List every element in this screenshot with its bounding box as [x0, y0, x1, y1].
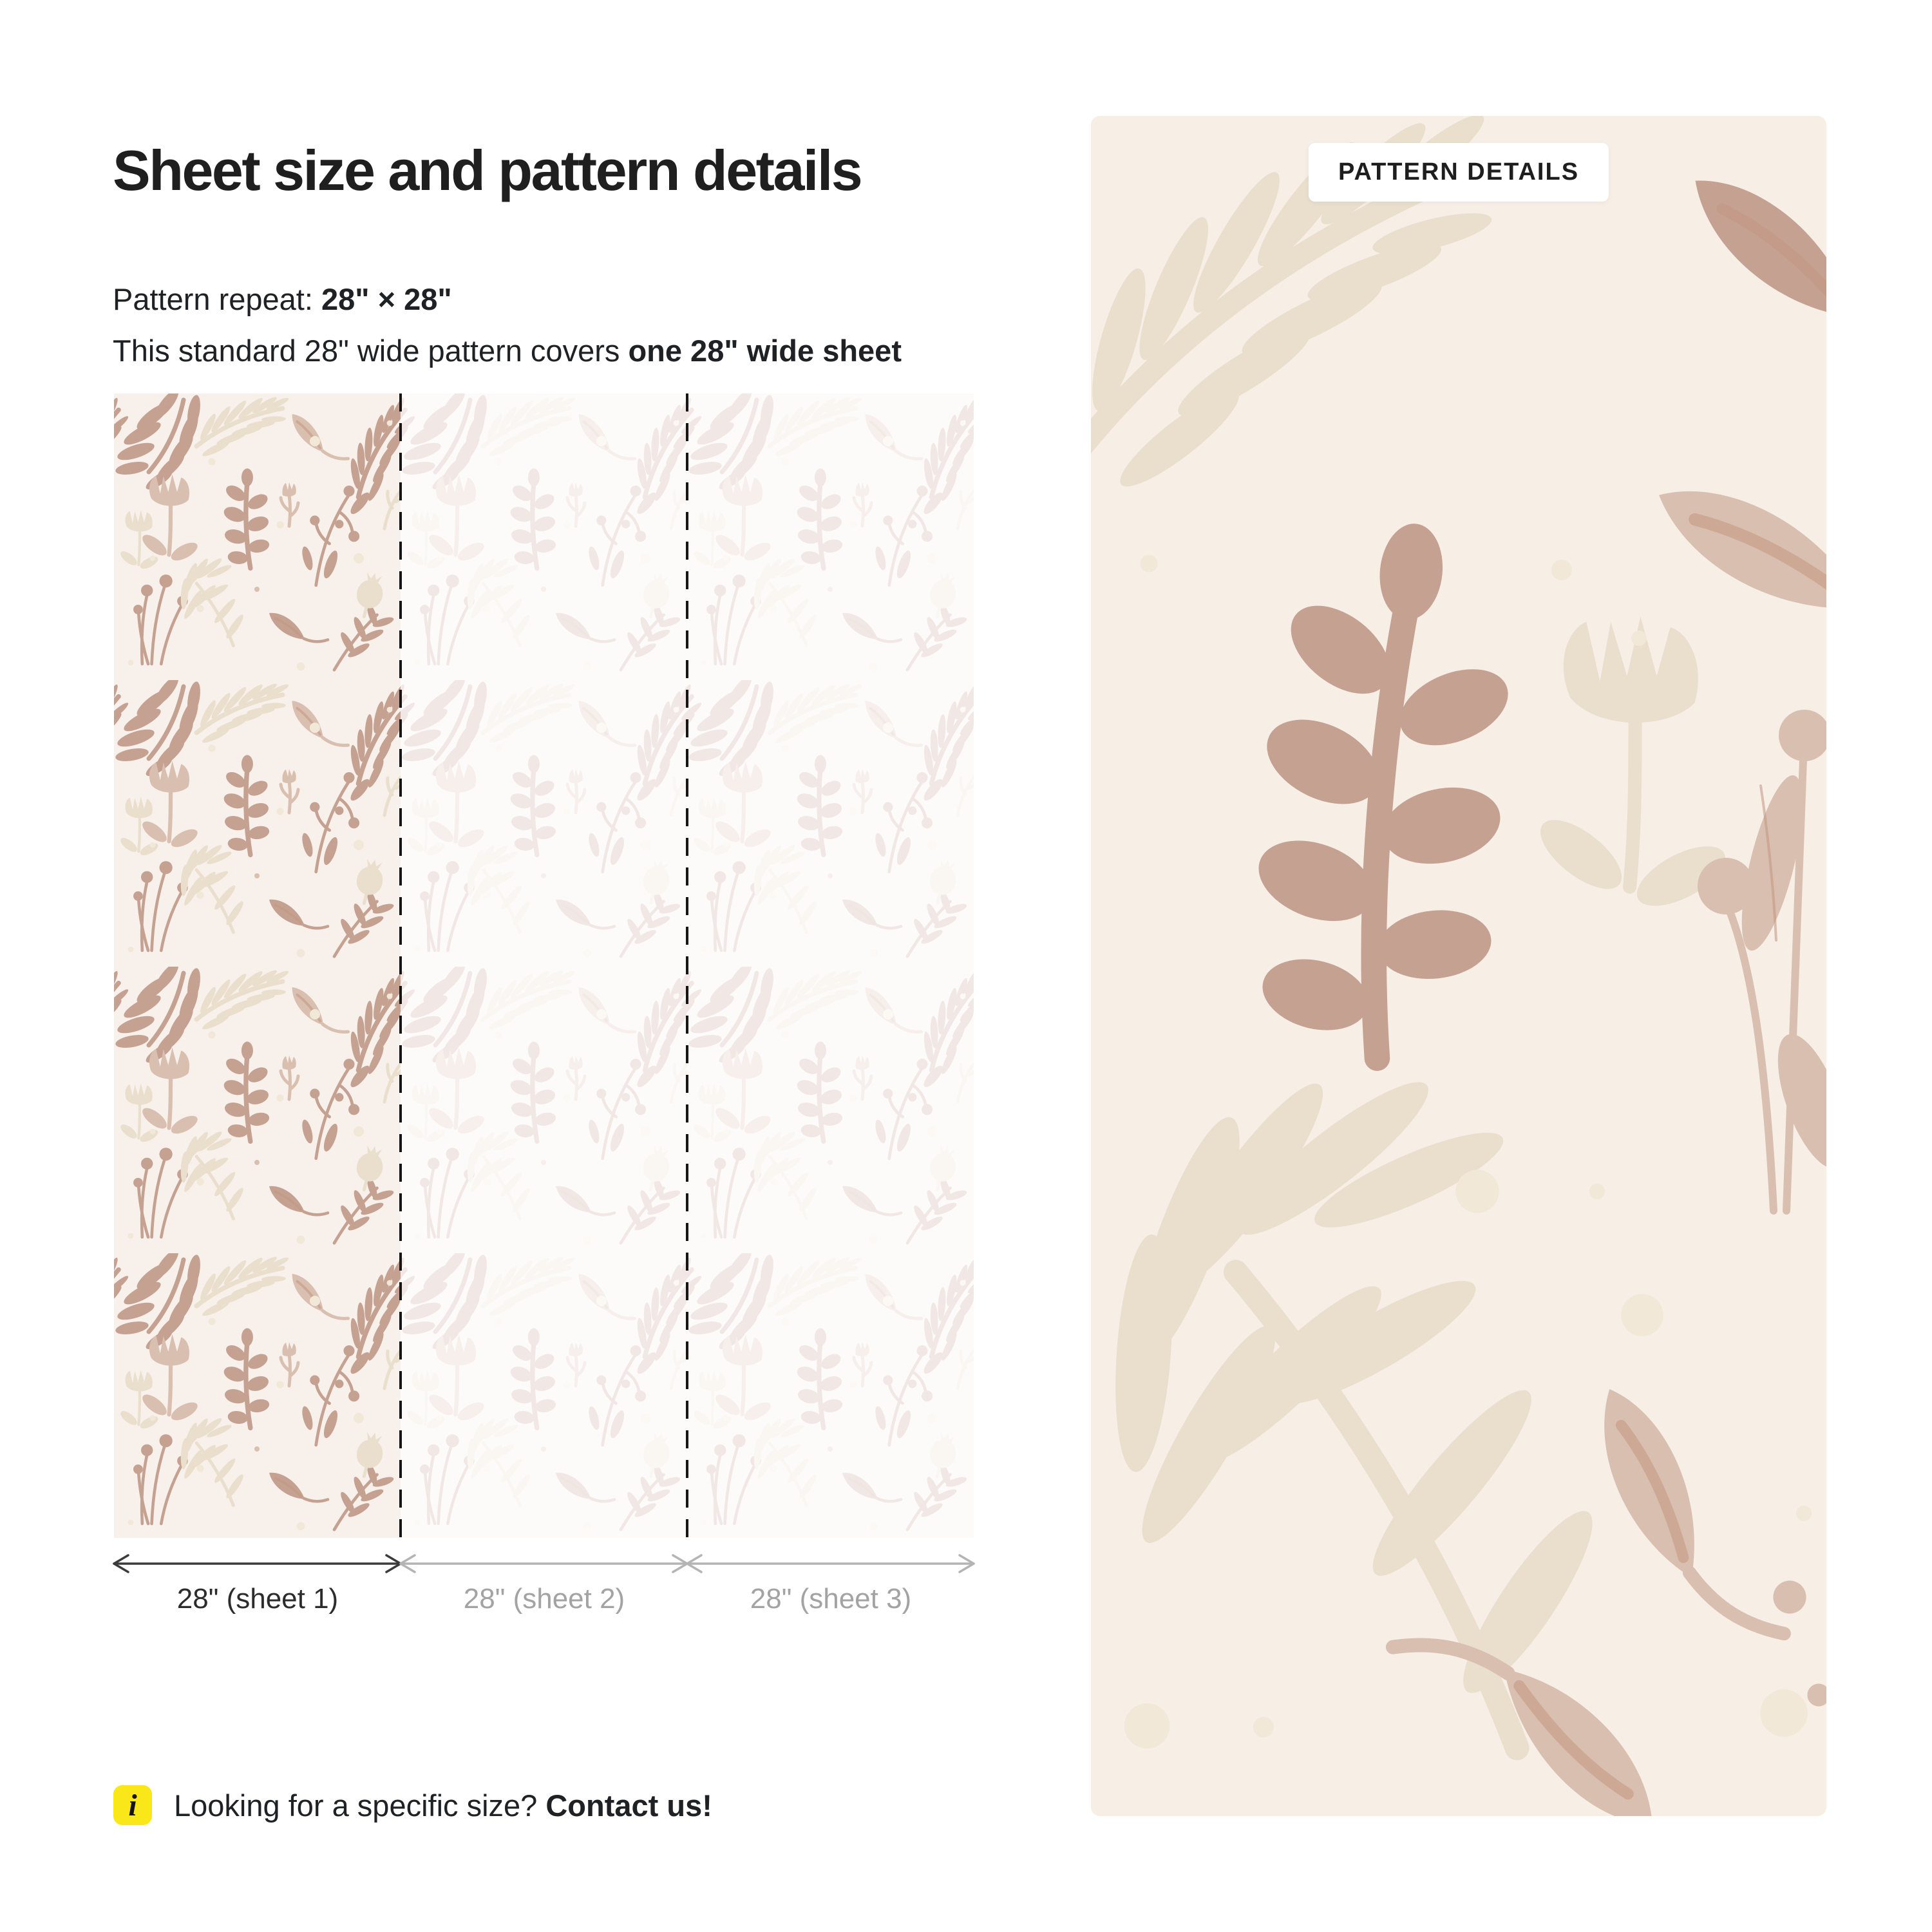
coverage-text: This standard 28" wide pattern covers	[113, 334, 629, 368]
sheet-pattern-preview	[114, 393, 974, 1538]
sheet-2-label: 28" (sheet 2)	[463, 1583, 625, 1615]
pattern-repeat-line	[113, 274, 1014, 325]
contact-us-link[interactable]: Contact us!	[545, 1788, 712, 1823]
sheet-2-dimension-arrow	[401, 1555, 687, 1572]
coverage-highlight: one 28" wide sheet	[628, 334, 902, 368]
info-icon: i	[113, 1785, 152, 1825]
pattern-detail-text	[113, 274, 1014, 377]
pattern-zoom-image	[1091, 116, 1826, 1816]
info-note	[113, 1785, 712, 1825]
info-note-text	[174, 1788, 712, 1823]
sheet-3-label: 28" (sheet 3)	[750, 1583, 912, 1615]
sheet-3-dimension-arrow	[687, 1555, 974, 1572]
coverage-line	[113, 325, 1014, 377]
info-question: Looking for a specific size?	[174, 1788, 546, 1823]
pattern-details-badge: PATTERN DETAILS	[1309, 143, 1609, 202]
sheet-dimension-arrows	[108, 1548, 980, 1579]
pattern-repeat-value: 28" × 28"	[321, 282, 452, 316]
sheet-pattern-preview-image	[114, 393, 974, 1538]
page-title: Sheet size and pattern details	[113, 138, 862, 202]
pattern-details-panel	[1091, 116, 1826, 1816]
sheet-1-dimension-arrow	[114, 1555, 401, 1572]
sheet-1-label: 28" (sheet 1)	[176, 1583, 339, 1615]
pattern-repeat-label: Pattern repeat:	[113, 282, 321, 316]
